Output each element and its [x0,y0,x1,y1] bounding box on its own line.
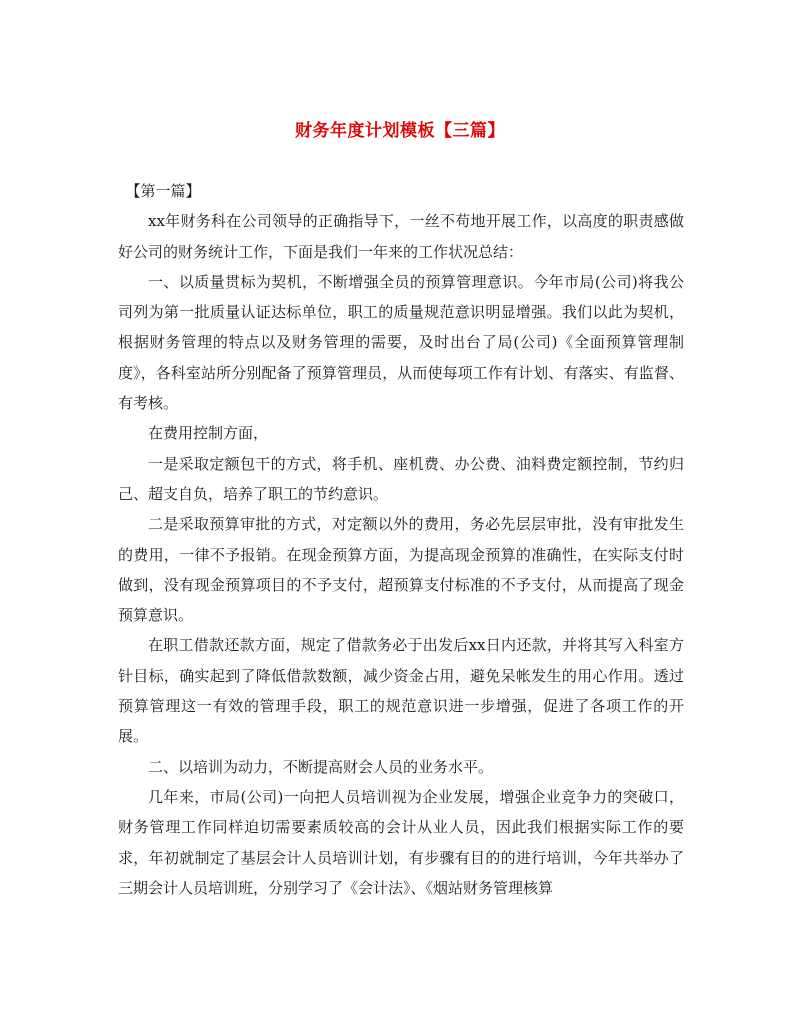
paragraph: 二是采取预算审批的方式，对定额以外的费用，务必先层层审批，没有审批发生的费用，一律不予报销。在现金预算方面，为提高现金预算的准确性，在实际支付时做到，没有现金预算项目的不予支付，超预算支付标准的不予支付，从而提高了现金预算意识。 [118,515,684,625]
document-title: 财务年度计划模板【三篇】 [295,121,505,141]
section-heading: 【第一篇】 [125,182,201,200]
paragraph: xx年财务科在公司领导的正确指导下，一丝不苟地开展工作，以高度的职责感做好公司的财务统计工作，下面是我们一年来的工作状况总结： [118,212,684,261]
paragraph: 二、以培训为动力，不断提高财会人员的业务水平。 [148,757,494,776]
paragraph: 在职工借款还款方面，规定了借款务必于出发后xx日内还款，并将其写入科室方针目标，确实起到了降低借款数额，减少资金占用，避免呆帐发生的用心作用。透过预算管理这一有效的管理手段，职工的规范意识进一步增强，促进了各项工作的开展。 [118,636,684,746]
paragraph: 一、以质量贯标为契机，不断增强全员的预算管理意识。今年市局(公司)将我公司列为第一批质量认证达标单位，职工的质量规范意识明显增强。我们以此为契机，根据财务管理的特点以及财务管理的需要，及时出台了局(公司)《全面预算管理制度》，各科室站所分别配备了预算管理员，从而使每项工作有计划、有落实、有监督、有考核。 [118,272,684,413]
paragraph: 在费用控制方面， [148,424,269,443]
paragraph: 一是采取定额包干的方式，将手机、座机费、办公费、油料费定额控制，节约归己、超支自负，培养了职工的节约意识。 [118,454,684,503]
paragraph: 几年来，市局(公司)一向把人员培训视为企业发展，增强企业竞争力的突破口，财务管理工作同样迫切需要素质较高的会计从业人员，因此我们根据实际工作的要求，年初就制定了基层会计人员培训计划，有步骤有目的的进行培训，今年共举办了三期会计人员培训班，分别学习了《会计法》、《烟站财务管理核算 [118,787,684,897]
document-body [118,176,684,903]
